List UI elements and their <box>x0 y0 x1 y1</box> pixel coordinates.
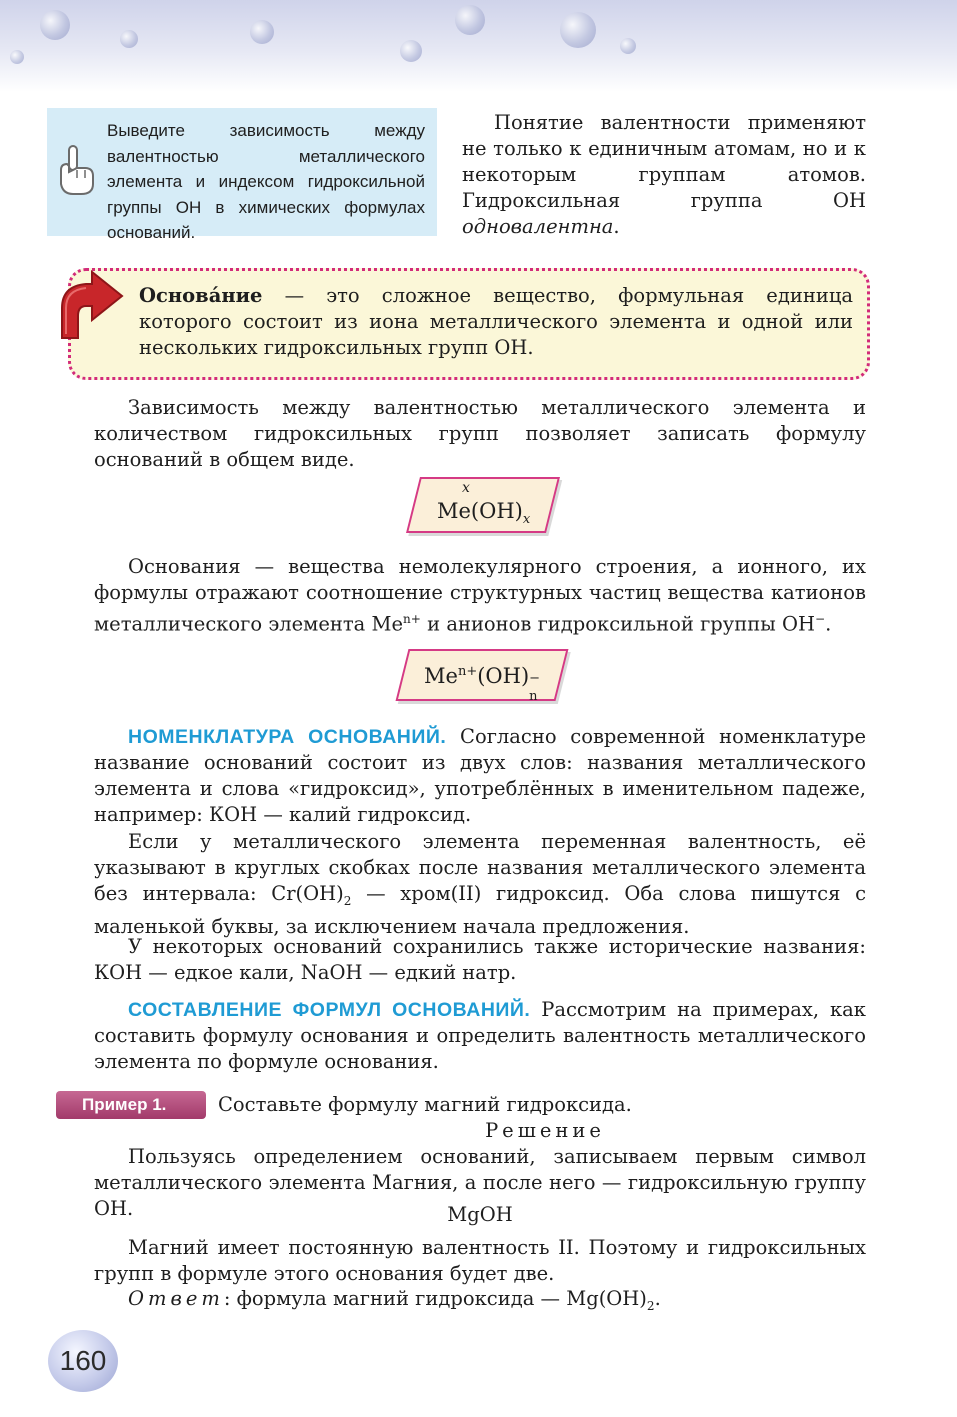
pointing-hand-icon <box>55 144 99 196</box>
variable-valence-paragraph <box>94 829 866 940</box>
formula-ionic-expression <box>424 664 541 704</box>
formula-ionic-group-sub: n <box>529 689 538 704</box>
example-task: Составьте формулу магний гидроксида. <box>218 1093 632 1116</box>
ionic-sup-b: − <box>814 612 826 626</box>
definition-box <box>68 268 870 380</box>
intro-paragraph <box>462 110 866 240</box>
formula-ionic-base: Me <box>424 664 458 688</box>
nomenclature-text: Согласно современной номенклатуре название оснований состоит из двух слов: названия металлического элемента и слова «гидроксид», употреблённых в именительном падеже, например: КОН — калий гидроксид. <box>94 725 867 826</box>
bubble-decoration <box>455 5 485 35</box>
solution-formula: MgOH <box>447 1203 513 1226</box>
formula-ionic-charge: n+ <box>457 664 478 679</box>
formula-box-ionic <box>396 649 569 704</box>
formula-index: x <box>522 512 531 528</box>
intro-text: Понятие валентности применяют не только к единичным атомам, но и к некоторым группам атомов. Гидроксильная группа ОН <box>462 111 866 212</box>
formula-valence-mark: x <box>462 480 470 496</box>
ionic-paragraph <box>94 554 866 638</box>
formula-base <box>437 499 530 527</box>
ionic-text-b: и анионов гидроксильной группы OH <box>420 612 815 636</box>
red-arrow-icon <box>52 268 126 340</box>
bubble-decoration <box>620 38 636 54</box>
ionic-text-c: . <box>825 612 832 636</box>
intro-end: . <box>613 215 620 238</box>
solution-answer <box>128 1286 866 1319</box>
ionic-text-a: Основания — вещества немолекулярного строения, а ионного, их формулы отражают соотношение структурных частиц вещества катионов металлического элемента Me <box>94 555 866 636</box>
answer-sub: 2 <box>646 1298 655 1313</box>
bubble-decoration <box>10 50 24 64</box>
formula-base-text: Me(OH) <box>437 499 523 523</box>
variable-sub-a: 2 <box>343 893 352 908</box>
formula-general <box>415 479 551 531</box>
formula-ionic-group-sup: − <box>529 671 541 686</box>
bubble-decoration <box>120 30 138 48</box>
general-form-paragraph: Зависимость между валентностью металлического элемента и количеством гидроксильных групп позволяет записать формулу оснований в общем виде. <box>94 396 866 471</box>
definition-term: Основáние <box>139 284 263 307</box>
answer-text: : формула магний гидроксида — Mg(OH) <box>223 1287 647 1310</box>
example-tag: Пример 1. <box>56 1091 206 1119</box>
historic-names-paragraph: У некоторых оснований сохранились также исторические названия: КОН — едкое кали, NaOH — едкий натр. <box>94 935 866 984</box>
solution-heading: Решение <box>485 1119 605 1142</box>
variable-text-b: — хром(II) гидроксид. Оба слова пишутся с маленькой буквы, за исключением начала предложения. <box>94 882 866 938</box>
variable-text-a: Если у металлического элемента переменная валентность, её указывают в круглых скобках после названия металлического элемента без интервала: Cr(OH) <box>94 830 866 905</box>
answer-end: . <box>654 1287 661 1310</box>
formula-ionic-group: (OH) <box>477 664 530 688</box>
bubble-decoration <box>40 10 70 40</box>
composition-text: Рассмотрим на примерах, как составить формулу основания и определить валентность металлического элемента по формуле основания. <box>94 998 866 1073</box>
bubble-decoration <box>250 20 274 44</box>
definition-text <box>139 283 853 361</box>
solution-step-2: Магний имеет постоянную валентность II. Поэтому и гидроксильных групп в формуле этого основания будет две. <box>94 1236 866 1285</box>
definition-body: — это сложное вещество, формульная единица которого состоит из иона металлического элемента и одной или нескольких гидроксильных групп ОН. <box>139 284 853 359</box>
answer-label: Ответ <box>128 1287 224 1310</box>
bubble-decoration <box>560 12 596 48</box>
composition-heading: СОСТАВЛЕНИЕ ФОРМУЛ ОСНОВАНИЙ. <box>128 999 531 1021</box>
intro-italic-text: одновалентна <box>462 215 614 238</box>
ionic-sup-a: n+ <box>403 612 421 626</box>
solution-step-1: Пользуясь определением оснований, записываем первым символ металлического элемента Магния, а после него — гидроксильную группу ОН. <box>94 1145 866 1220</box>
composition-paragraph <box>94 997 866 1075</box>
formula-box-general <box>406 477 560 533</box>
formula-ionic <box>404 651 560 704</box>
tip-text: Выведите зависимость между валентностью металлического элемента и индексом гидроксильной группы ОН в химических формулах оснований. <box>107 121 425 242</box>
page-number: 160 <box>48 1330 118 1392</box>
tip-box <box>47 108 437 242</box>
bubble-decoration <box>400 40 422 62</box>
nomenclature-paragraph <box>94 724 866 828</box>
nomenclature-heading: НОМЕНКЛАТУРА ОСНОВАНИЙ. <box>128 726 447 748</box>
header-decoration <box>0 0 957 92</box>
